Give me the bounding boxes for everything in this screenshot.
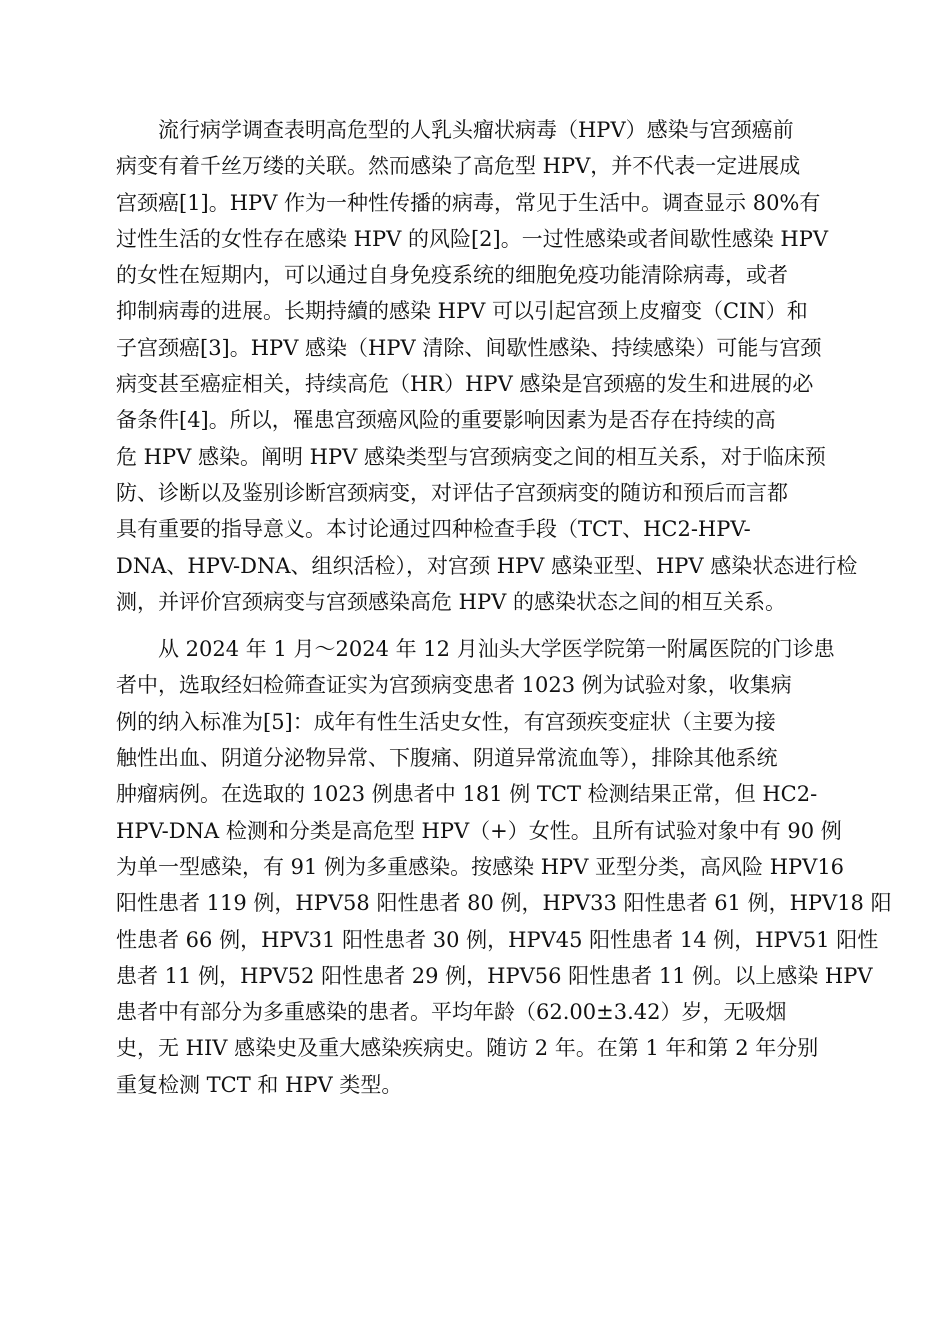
text-line: 的女性在短期内，可以通过自身免疫系统的细胞免疫功能清除病毒，或者 <box>116 263 788 288</box>
text-line: 抑制病毒的进展。长期持續的感染 HPV 可以引起宫颈上皮瘤变（CIN）和 <box>116 299 808 324</box>
text-line: 从 2024 年 1 月～2024 年 12 月汕头大学医学院第一附属医院的门诊患 <box>158 637 835 662</box>
text-line: 测，并评价宫颈病变与宫颈感染高危 HPV 的感染状态之间的相互关系。 <box>116 589 786 614</box>
text-line: 触性出血、阴道分泌物异常、下腹痛、阴道异常流血等），排除其他系统 <box>116 746 778 771</box>
text-line: 患者中有部分为多重感染的患者。平均年龄（62.00±3.42）岁，无吸烟 <box>116 1000 787 1025</box>
text-line: 患者 11 例，HPV52 阳性患者 29 例，HPV56 阳性患者 11 例。以上感染 HPV <box>116 963 873 988</box>
text-line: 宫颈癌[1]。HPV 作为一种性传播的病毒，常见于生活中。调查显示 80%有 <box>116 190 821 215</box>
text-line: 危 HPV 感染。阐明 HPV 感染类型与宫颈病变之间的相互关系，对于临床预 <box>116 444 826 469</box>
text-line: 重复检测 TCT 和 HPV 类型。 <box>116 1072 403 1097</box>
text-line: 者中，选取经妇检筛查证实为宫颈病变患者 1023 例为试验对象，收集病 <box>116 673 792 698</box>
text-line: 史，无 HIV 感染史及重大感染疾病史。随访 2 年。在第 1 年和第 2 年分别 <box>116 1036 819 1061</box>
text-line: 阳性患者 119 例，HPV58 阳性患者 80 例，HPV33 阳性患者 61 例，HPV18 阳 <box>116 891 892 916</box>
text-line: 子宫颈癌[3]。HPV 感染（HPV 清除、间歇性感染、持续感染）可能与宫颈 <box>116 335 822 360</box>
text-line: DNA、HPV-DNA、组织活检），对宫颈 HPV 感染亚型、HPV 感染状态进行检 <box>116 553 858 578</box>
body-text <box>116 112 892 1103</box>
paragraph-hpv-background <box>116 112 858 620</box>
text-line: 病变甚至癌症相关，持续高危（HR）HPV 感染是宫颈癌的发生和进展的必 <box>116 372 814 397</box>
text-line: 性患者 66 例，HPV31 阳性患者 30 例，HPV45 阳性患者 14 例，HPV51 阳性 <box>116 927 879 952</box>
text-line: 备条件[4]。所以，罹患宫颈癌风险的重要影响因素为是否存在持续的高 <box>116 408 776 433</box>
paragraph-study-methods <box>116 631 892 1103</box>
text-line: 防、诊断以及鉴别诊断宫颈病变，对评估子宫颈病变的随访和预后而言都 <box>116 480 788 505</box>
text-line: 病变有着千丝万缕的关联。然而感染了高危型 HPV，并不代表一定进展成 <box>116 154 801 179</box>
text-line: 肿瘤病例。在选取的 1023 例患者中 181 例 TCT 检测结果正常，但 HC2- <box>116 782 818 807</box>
text-line: HPV-DNA 检测和分类是高危型 HPV（+）女性。且所有试验对象中有 90 例 <box>116 818 842 843</box>
text-line: 为单一型感染，有 91 例为多重感染。按感染 HPV 亚型分类，高风险 HPV16 <box>116 854 845 879</box>
text-line: 例的纳入标准为[5]：成年有性生活史女性，有宫颈疾变症状（主要为接 <box>116 709 776 734</box>
text-line: 流行病学调查表明高危型的人乳头瘤状病毒（HPV）感染与宫颈癌前 <box>158 118 794 142</box>
text-line: 具有重要的指导意义。本讨论通过四种检查手段（TCT、HC2-HPV- <box>116 517 751 542</box>
text-line: 过性生活的女性存在感染 HPV 的风险[2]。一过性感染或者间歇性感染 HPV <box>116 226 828 251</box>
